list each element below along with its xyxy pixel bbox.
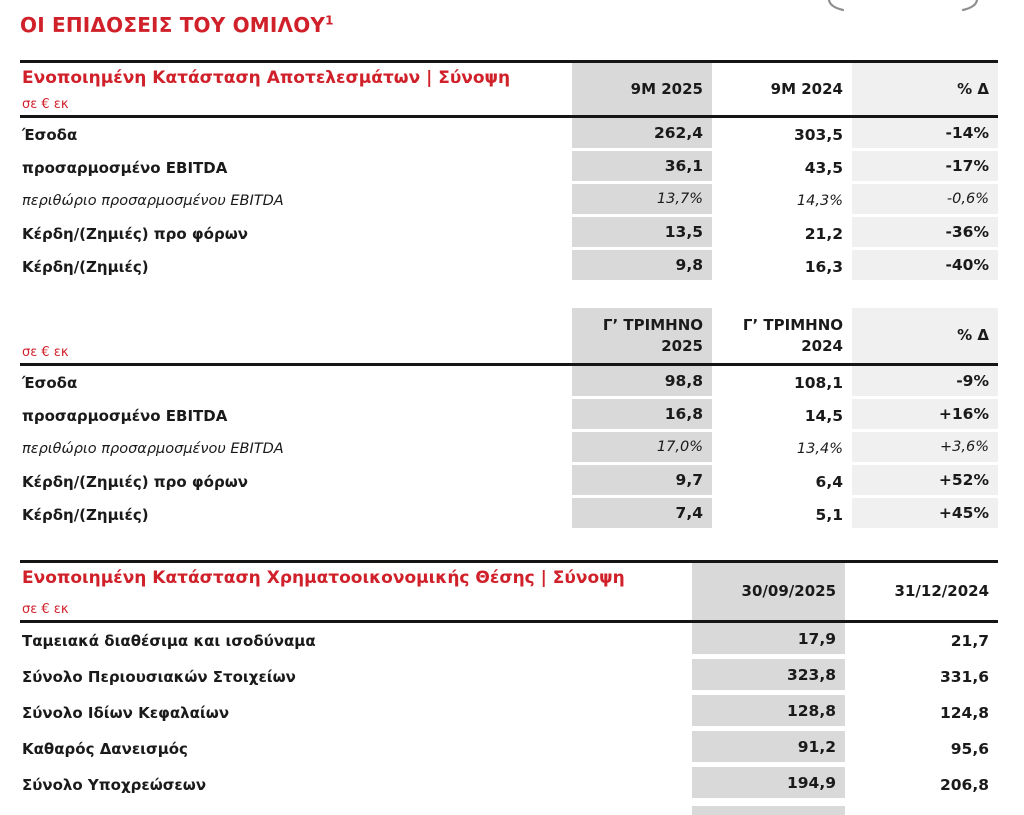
table-row-margin [20,184,998,217]
value-delta: -40% [852,250,998,283]
column-header-line1: Γ’ ΤΡΙΜΗΝΟ [602,316,703,335]
table-title: Ενοποιημένη Κατάσταση Χρηματοοικονομικής Θέσης | Σύνοψη [22,568,625,588]
row-label: Ταμειακά διαθέσιμα και ισοδύναμα [22,632,316,650]
value-2025: 323,8 [692,659,845,695]
value-delta: -17% [852,151,998,184]
table-row [20,465,998,498]
table-row [20,498,998,531]
row-label: Κέρδη/(Ζημιές) [22,505,149,524]
row-label: Καθαρός Δανεισμός [22,740,188,758]
row-label: Σύνολο Περιουσιακών Στοιχείων [22,668,296,686]
value-2025: 98,8 [572,366,712,399]
column-header-line2: 2024 [801,336,843,355]
value-2024: 95,6 [950,740,989,758]
column-header-q3-2025 [572,308,712,363]
value-2025: 128,8 [692,695,845,731]
value-2025: 17,9 [692,623,845,659]
column-header-line2: 2025 [661,336,703,355]
row-label: Σύνολο Υποχρεώσεων [22,776,207,794]
table-row [20,250,998,283]
table-row-margin [20,432,998,465]
value-delta: +52% [852,465,998,498]
table-title: Ενοποιημένη Κατάσταση Αποτελεσμάτων | Σύνοψη [22,68,511,88]
value-2024: 21,7 [950,632,989,650]
value-2025: 91,2 [692,731,845,767]
page-title [20,13,334,37]
table-row [20,399,998,432]
table-row [20,731,998,767]
value-2024: 303,5 [793,125,843,144]
value-2024: 14,5 [804,406,843,425]
parenthesis-left-fragment-icon [826,0,846,12]
column-header-q3-2024 [712,308,852,363]
column-header-31-12-2024: 31/12/2024 [894,582,989,601]
row-label: Κέρδη/(Ζημιές) προ φόρων [22,472,248,491]
row-label: Σύνολο Ιδίων Κεφαλαίων [22,704,230,722]
income-statement-q3-header [20,308,998,366]
value-2025: 9,8 [572,250,712,283]
value-2024: 206,8 [939,776,989,794]
income-statement-9m-table [20,60,998,283]
value-2024: 14,3% [796,192,843,209]
balance-sheet-table [20,560,998,815]
row-label: Κέρδη/(Ζημιές) προ φόρων [22,224,248,243]
value-2025: 17,0% [572,432,712,465]
value-2024: 21,2 [804,224,843,243]
table-row [20,767,998,803]
column-header-delta: % Δ [852,308,998,363]
table-unit-label: σε € εκ [22,345,69,360]
value-2024: 6,4 [815,472,843,491]
value-2025: 9,7 [572,465,712,498]
balance-sheet-header [20,560,998,623]
column-header-line1: Γ’ ΤΡΙΜΗΝΟ [742,316,843,335]
income-statement-9m-header [20,60,998,118]
value-delta: +3,6% [852,432,998,465]
value-2024: 331,6 [939,668,989,686]
table-row [20,366,998,399]
value-2024: 43,5 [804,158,843,177]
footnote-reference: 1 [325,13,334,28]
table-row [20,217,998,250]
value-2024: 108,1 [793,373,843,392]
value-2025: 16,8 [572,399,712,432]
value-delta: -14% [852,118,998,151]
table-row [20,695,998,731]
row-label: προσαρμοσμένο EBITDA [22,406,228,425]
value-delta: -0,6% [852,184,998,217]
row-label: προσαρμοσμένο EBITDA [22,158,228,177]
table-row [20,151,998,184]
column-header-delta: % Δ [852,63,998,115]
value-2025: 262,4 [572,118,712,151]
page-title-text: ΟΙ ΕΠΙΔΟΣΕΙΣ ΤΟΥ ΟΜΙΛΟΥ [20,13,326,37]
column-header-9m-2025: 9M 2025 [572,63,712,115]
row-label: Έσοδα [22,125,78,144]
parenthesis-right-fragment-icon [960,0,980,12]
table-unit-label: σε € εκ [22,602,69,617]
value-2025: 194,9 [692,767,845,803]
table-unit-label: σε € εκ [22,97,69,112]
value-2025: 36,1 [572,151,712,184]
column-header-30-09-2025: 30/09/2025 [692,563,845,620]
value-2024: 13,4% [796,440,843,457]
row-label: περιθώριο προσαρμοσμένου EBITDA [22,440,284,457]
table-title-block [20,308,572,363]
table-title-block [20,63,572,115]
value-2024: 5,1 [815,505,843,524]
value-2024: 16,3 [804,257,843,276]
value-2025: 13,7% [572,184,712,217]
table-row [20,659,998,695]
income-statement-q3-table [20,308,998,531]
row-label: Έσοδα [22,373,78,392]
value-delta: +16% [852,399,998,432]
table-row [20,118,998,151]
value-2024: 124,8 [939,704,989,722]
value-delta: -36% [852,217,998,250]
row-label: Κέρδη/(Ζημιές) [22,257,149,276]
column-header-9m-2024: 9M 2024 [770,79,843,98]
value-2025: 13,5 [572,217,712,250]
table-title-block [20,563,692,620]
value-delta: -9% [852,366,998,399]
value-delta: +45% [852,498,998,531]
row-label: περιθώριο προσαρμοσμένου EBITDA [22,192,284,209]
table-row [20,623,998,659]
value-2025: 7,4 [572,498,712,531]
